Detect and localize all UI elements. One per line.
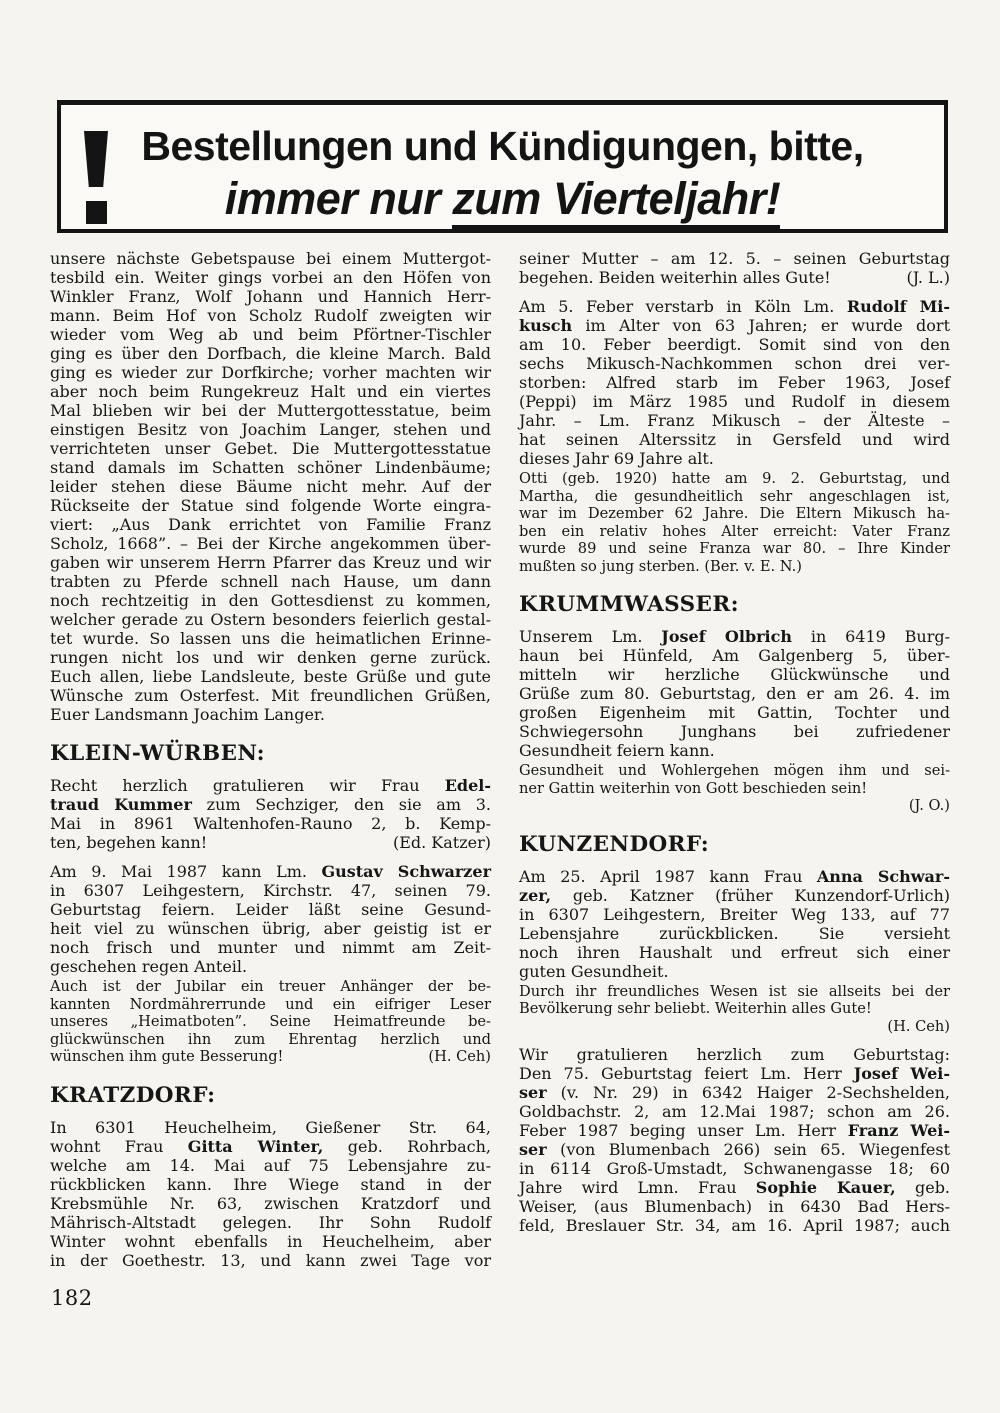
line-text: mann. Beim Hof von Scholz Rudolf zweigten wir — [50, 306, 491, 325]
article-columns — [50, 249, 950, 1270]
line-text: wieder vom Weg ab und beim Pförtner-Tischler — [50, 325, 491, 344]
line-text: Gesundheit und Wohlergehen mögen ihm und sei- — [519, 762, 950, 779]
text-line — [50, 515, 491, 534]
line-text: einstigen Besitz von Joachim Langer, stehen und — [50, 420, 491, 439]
paragraph — [50, 862, 491, 976]
line-text: wünschen ihm gute Besserung! — [50, 1048, 284, 1065]
text-line — [50, 1013, 491, 1031]
text-line — [519, 741, 950, 760]
line-text: ten, begehen kann! — [50, 833, 208, 852]
text-line — [50, 401, 491, 420]
line-text: Unserem Lm. Josef Olbrich in 6419 Burg- — [519, 627, 950, 646]
line-text: Jahre wird Lmn. Frau Sophie Kauer, geb. — [519, 1178, 951, 1197]
paragraph — [50, 776, 491, 852]
line-text: ser (v. Nr. 29) in 6342 Haiger 2-Sechshelden, — [519, 1083, 950, 1102]
line-text: Lebensjahre zurückblicken. Sie versieht — [519, 923, 950, 943]
line-text: Geburtstag feiern. Leider läßt seine Gesund- — [50, 900, 491, 919]
section-heading: KRUMMWASSER: — [519, 592, 739, 617]
line-text: storben: Alfred starb im Feber 1963, Josef — [519, 373, 950, 392]
text-line — [50, 957, 491, 976]
line-text: unsere nächste Gebetspause bei einem Muttergot- — [50, 249, 491, 268]
section-heading: KLEIN-WÜRBEN: — [50, 741, 265, 766]
text-line — [50, 1213, 491, 1232]
text-line — [519, 297, 950, 316]
text-line — [50, 287, 491, 306]
text-line — [519, 762, 950, 780]
line-text: Winter wohnt ebenfalls in Heuchelheim, aber — [50, 1231, 491, 1251]
text-line — [50, 814, 491, 833]
text-line — [50, 1137, 491, 1156]
text-line — [50, 1175, 491, 1194]
text-line — [50, 705, 491, 724]
line-text: haun bei Hünfeld, Am Galgenberg 5, über- — [519, 646, 950, 665]
text-line — [50, 249, 491, 268]
line-text: Feber 1987 beging unser Lm. Herr Franz Wei- — [519, 1121, 950, 1140]
line-text: Am 25. April 1987 kann Frau Anna Schwar- — [519, 866, 950, 886]
line-text: Den 75. Geburtstag feiert Lm. Herr Josef Wei- — [519, 1064, 950, 1083]
paragraph — [519, 867, 950, 981]
attribution: (Ed. Katzer) — [392, 833, 491, 852]
line-text: begehen. Beiden weiterhin alles Gute! — [519, 268, 831, 287]
text-line — [50, 978, 491, 996]
text-line — [519, 1083, 950, 1102]
text-line — [519, 722, 950, 741]
text-line — [519, 983, 950, 1001]
text-line — [50, 1194, 491, 1213]
text-line — [50, 1251, 491, 1270]
text-line — [50, 919, 491, 938]
text-line — [50, 648, 491, 667]
line-text: ging es über den Dorfbach, die kleine March. Bald — [50, 344, 491, 363]
text-line — [519, 780, 950, 798]
line-text: Euch allen, liebe Landsleute, beste Grüße und gute — [50, 667, 491, 686]
text-line — [519, 1140, 950, 1159]
column-right — [519, 249, 950, 1270]
text-line — [50, 1156, 491, 1175]
line-text: gaben wir unserem Herrn Pfarrer das Kreuz und wir — [50, 553, 491, 572]
line-text: noch rechtzeitig in den Gottesdienst zu kommen, — [50, 591, 491, 610]
attribution: (H. Ceh) — [887, 1017, 950, 1035]
text-line — [50, 477, 491, 496]
line-text: ner Gattin weiterhin von Gott beschieden sein! — [519, 779, 868, 797]
text-line — [519, 354, 950, 373]
text-line — [519, 886, 950, 905]
line-text: Schwiegersohn Junghans bei zufriedener — [519, 722, 950, 741]
text-line — [519, 684, 950, 703]
text-line — [50, 996, 491, 1014]
text-line — [519, 335, 950, 354]
text-line — [519, 943, 950, 962]
text-line — [50, 439, 491, 458]
line-text: unseres „Heimatboten”. Seine Heimatfreunde be- — [50, 1013, 491, 1030]
notice-headline-line1: Bestellungen und Kündigungen, bitte, — [141, 123, 864, 169]
text-line — [519, 488, 950, 506]
line-text: viert: „Aus Dank errichtet von Familie Franz — [50, 515, 491, 534]
text-line — [50, 420, 491, 439]
text-line — [50, 553, 491, 572]
text-line — [50, 306, 491, 325]
text-line — [519, 505, 950, 523]
attribution: (J. L.) — [906, 268, 950, 287]
text-line — [519, 962, 950, 981]
line-text: aber noch beim Rungekreuz Halt und ein viertes — [50, 382, 491, 401]
text-line — [519, 392, 950, 411]
text-line — [50, 1048, 491, 1066]
line-text: großen Eigenheim mit Gattin, Tochter und — [519, 703, 950, 722]
line-text: in 6307 Leihgestern, Breiter Weg 133, auf 77 — [519, 904, 950, 924]
text-line — [50, 534, 491, 553]
line-text: Jahr. – Lm. Franz Mikusch – der Älteste – — [519, 411, 950, 430]
text-line — [50, 496, 491, 515]
line-text: welcher gerade zu Ostern besonders feierlich gestal- — [50, 610, 491, 629]
text-line — [519, 373, 950, 392]
text-line — [519, 449, 950, 468]
text-line — [519, 540, 950, 558]
line-text: wohnt Frau Gitta Winter, geb. Rohrbach, — [50, 1136, 491, 1156]
paragraph — [519, 762, 950, 815]
line-text: Gesundheit feiern kann. — [519, 741, 715, 760]
line-text: sechs Mikusch-Nachkommen schon drei ver- — [519, 354, 950, 373]
line-text: Bevölkerung sehr beliebt. Weiterhin alles Gute! — [519, 1000, 872, 1017]
line-text: noch ihren Haushalt und erfreut sich einer — [519, 942, 950, 962]
notice-text — [61, 123, 944, 225]
notice-line2-underlined: zum Vierteljahr! — [452, 173, 780, 229]
text-line — [50, 629, 491, 648]
line-text: stand damals im Schatten schöner Lindenbäume; — [50, 458, 491, 477]
line-text: Grüße zum 80. Geburtstag, den er am 26. 4. im — [519, 684, 950, 703]
text-line — [519, 703, 950, 722]
text-line — [519, 430, 950, 449]
line-text: in der Goethestr. 13, und kann zwei Tage vor — [50, 1250, 491, 1270]
line-text: Krebsmühle Nr. 63, zwischen Kratzdorf und — [50, 1193, 491, 1213]
text-line — [519, 470, 950, 488]
text-line — [519, 1064, 950, 1083]
text-line — [519, 1018, 950, 1036]
text-line — [50, 458, 491, 477]
text-line — [519, 665, 950, 684]
text-line — [50, 325, 491, 344]
text-line — [519, 411, 950, 430]
text-line — [50, 1031, 491, 1049]
line-text: zer, geb. Katzner (früher Kunzendorf-Urlich) — [519, 885, 950, 905]
line-text: welche am 14. Mai auf 75 Lebensjahre zu- — [50, 1155, 491, 1175]
paragraph — [519, 1045, 950, 1235]
line-text: heit viel zu wünschen übrig, aber geistig ist er — [50, 919, 491, 938]
line-text: noch frisch und munter und nimmt am Zeit- — [50, 938, 491, 957]
line-text: rückblicken kann. Ihre Wiege stand in der — [50, 1174, 491, 1194]
text-line — [50, 667, 491, 686]
line-text: Am 5. Feber verstarb in Köln Lm. Rudolf Mi- — [519, 297, 950, 316]
text-line — [519, 905, 950, 924]
line-text: Recht herzlich gratulieren wir Frau Edel- — [50, 776, 491, 795]
line-text: wurde 89 und seine Franza war 80. – Ihre Kinder — [519, 540, 950, 557]
paragraph — [519, 249, 950, 287]
text-line — [519, 867, 950, 886]
text-line — [519, 523, 950, 541]
attribution: (H. Ceh) — [428, 1048, 491, 1065]
line-text: feld, Breslauer Str. 34, am 16. April 1987; auch — [519, 1216, 950, 1235]
line-text: kannten Nordmährerrunde und ein eifriger Leser — [50, 995, 491, 1013]
text-line — [519, 1197, 950, 1216]
line-text: traud Kummer zum Sechziger, den sie am 3. — [50, 795, 492, 814]
paragraph — [519, 297, 950, 468]
line-text: in 6307 Leihgestern, Kirchstr. 47, seinen 79. — [50, 881, 491, 900]
text-line — [50, 1118, 491, 1137]
text-line — [519, 1045, 950, 1064]
paragraph — [519, 983, 950, 1036]
line-text: geschehen regen Anteil. — [50, 957, 248, 976]
notice-headline-line2 — [61, 173, 944, 225]
text-line — [519, 924, 950, 943]
line-text: Otti (geb. 1920) hatte am 9. 2. Geburtstag, und — [519, 470, 950, 487]
line-text: glückwünschen ihn zum Ehrentag herzlich und — [50, 1030, 491, 1048]
paragraph — [50, 249, 491, 724]
line-text: Auch ist der Jubilar ein treuer Anhänger der be- — [50, 978, 491, 995]
line-text: Euer Landsmann Joachim Langer. — [50, 705, 325, 724]
line-text: tesbild ein. Weiter gings vorbei an den Höfen von — [50, 268, 491, 287]
section-heading: KUNZENDORF: — [519, 831, 710, 857]
paragraph — [519, 627, 950, 760]
text-line — [50, 795, 491, 814]
line-text: Mai in 8961 Waltenhofen-Rauno 2, b. Kemp- — [50, 814, 491, 833]
notice-line2-plain: immer nur — [224, 173, 453, 225]
line-text: Durch ihr freundliches Wesen ist sie allseits bei der — [519, 982, 950, 1000]
text-line — [50, 686, 491, 705]
line-text: Rückseite der Statue sind folgende Worte eingra- — [50, 496, 491, 515]
text-line — [50, 268, 491, 287]
line-text: ging es wieder zur Dorfkirche; vorher machten wir — [50, 363, 491, 382]
text-line — [50, 610, 491, 629]
text-line — [519, 627, 950, 646]
line-text: Wir gratulieren herzlich zum Geburtstag: — [519, 1045, 950, 1064]
line-text: in 6114 Groß-Umstadt, Schwanengasse 18; 60 — [519, 1159, 950, 1178]
line-text: war im Dezember 62 Jahre. Die Eltern Mikusch ha- — [519, 505, 950, 522]
line-text: seiner Mutter – am 12. 5. – seinen Geburtstag — [519, 249, 950, 268]
line-text: (Peppi) im März 1985 und Rudolf in diesem — [519, 392, 950, 411]
text-line — [50, 1232, 491, 1251]
text-line — [519, 558, 950, 576]
text-line — [519, 1000, 950, 1018]
column-left — [50, 249, 491, 1270]
text-line — [519, 249, 950, 268]
text-line — [50, 833, 491, 852]
line-text: trabten zu Pferde schnell nach Hause, um dann — [50, 572, 491, 591]
notice-box — [57, 100, 948, 233]
line-text: rungen nicht los und wir denken gerne zurück. — [50, 648, 491, 667]
text-line — [519, 1216, 950, 1235]
line-text: Mährisch-Altstadt gelegen. Ihr Sohn Rudolf — [50, 1212, 491, 1232]
text-line — [50, 900, 491, 919]
line-text: Martha, die gesundheitlich sehr angeschlagen ist, — [519, 487, 950, 505]
text-line — [50, 862, 491, 881]
paragraph — [50, 978, 491, 1066]
line-text: am 10. Feber beerdigt. Somit sind von den — [519, 335, 950, 354]
text-line — [50, 591, 491, 610]
text-line — [519, 268, 950, 287]
text-line — [50, 382, 491, 401]
line-text: Winkler Franz, Wolf Johann und Hannich Herr- — [50, 287, 491, 306]
text-line — [50, 344, 491, 363]
paragraph — [519, 470, 950, 575]
text-line — [50, 363, 491, 382]
line-text: ser (von Blumenbach 266) sein 65. Wiegenfest — [519, 1140, 950, 1159]
text-line — [50, 572, 491, 591]
text-line — [519, 1121, 950, 1140]
line-text: Wünsche zum Osterfest. Mit freundlichen Grüßen, — [50, 686, 491, 705]
line-text: hat seinen Alterssitz in Gersfeld und wird — [519, 430, 950, 449]
text-line — [519, 1178, 950, 1197]
text-line — [519, 797, 950, 815]
line-text: Mal blieben wir bei der Muttergottesstatue, beim — [50, 401, 491, 420]
line-text: Am 9. Mai 1987 kann Lm. Gustav Schwarzer — [50, 862, 492, 881]
text-line — [519, 646, 950, 665]
text-line — [519, 316, 950, 335]
line-text: kusch im Alter von 63 Jahren; er wurde dort — [519, 316, 950, 335]
line-text: In 6301 Heuchelheim, Gießener Str. 64, — [50, 1117, 491, 1137]
line-text: mußten so jung sterben. (Ber. v. E. N.) — [519, 557, 802, 575]
text-line — [519, 1159, 950, 1178]
paragraph — [50, 1118, 491, 1270]
line-text: ben ein relativ hohes Alter erreicht: Vater Franz — [519, 522, 950, 540]
line-text: verrichteten unser Gebet. Die Muttergottesstatue — [50, 439, 491, 458]
attribution: (J. O.) — [908, 797, 950, 814]
text-line — [50, 938, 491, 957]
line-text: guten Gesundheit. — [519, 961, 669, 981]
line-text: Goldbachstr. 2, am 12.Mai 1987; schon am 26. — [519, 1102, 950, 1121]
text-line — [50, 776, 491, 795]
section-heading: KRATZDORF: — [50, 1082, 216, 1108]
text-line — [50, 881, 491, 900]
line-text: leider stehen diese Bäume nicht mehr. Auf der — [50, 477, 491, 496]
line-text: Scholz, 1668”. – Bei der Kirche angekommen über- — [50, 534, 491, 553]
page-number: 182 — [51, 1286, 93, 1310]
line-text: Weiser, (aus Blumenbach) in 6430 Bad Hers- — [519, 1197, 950, 1216]
line-text: dieses Jahr 69 Jahre alt. — [519, 449, 714, 468]
line-text: tet wurde. So lassen uns die heimatlichen Erinne- — [50, 629, 491, 648]
line-text: mitteln wir herzliche Glückwünsche und — [519, 665, 950, 684]
text-line — [519, 1102, 950, 1121]
